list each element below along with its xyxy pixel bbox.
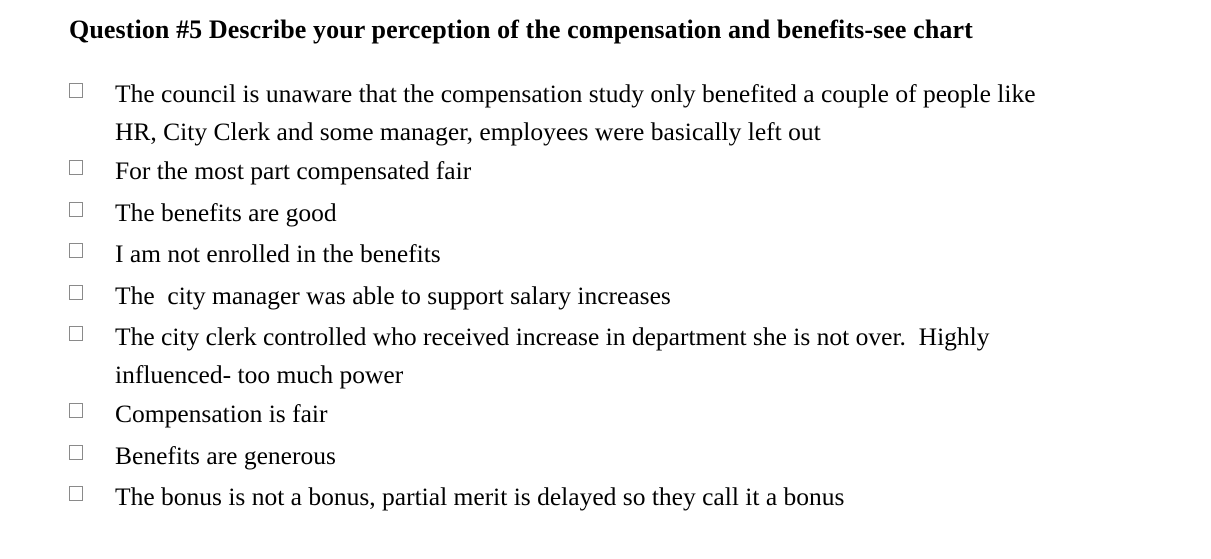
empty-checkbox-icon [69,160,83,175]
response-text: Benefits are generous [115,441,336,470]
response-text: Compensation is fair [115,399,328,428]
response-text: For the most part compensated fair [115,156,472,185]
response-text: The bonus is not a bonus, partial merit is delayed so they call it a bonus [115,482,845,511]
empty-checkbox-icon [69,445,83,460]
response-line: HR, City Clerk and some manager, employees were basically left out [115,117,821,146]
empty-checkbox-icon [69,285,83,300]
response-line: The city clerk controlled who received increase in department she is not over. Highly [115,322,990,351]
response-text [115,318,1195,394]
empty-checkbox-icon [69,202,83,217]
response-text: The city manager was able to support salary increases [115,281,671,310]
empty-checkbox-icon [69,326,83,341]
empty-checkbox-icon [69,243,83,258]
response-line: The council is unaware that the compensation study only benefited a couple of people like [115,79,1036,108]
empty-checkbox-icon [69,486,83,501]
response-text: I am not enrolled in the benefits [115,239,441,268]
empty-checkbox-icon [69,83,83,98]
question-heading: Question #5 Describe your perception of the compensation and benefits-see chart [69,15,973,44]
empty-checkbox-icon [69,403,83,418]
response-text: The benefits are good [115,198,337,227]
response-line: influenced- too much power [115,360,404,389]
response-text [115,75,1195,151]
